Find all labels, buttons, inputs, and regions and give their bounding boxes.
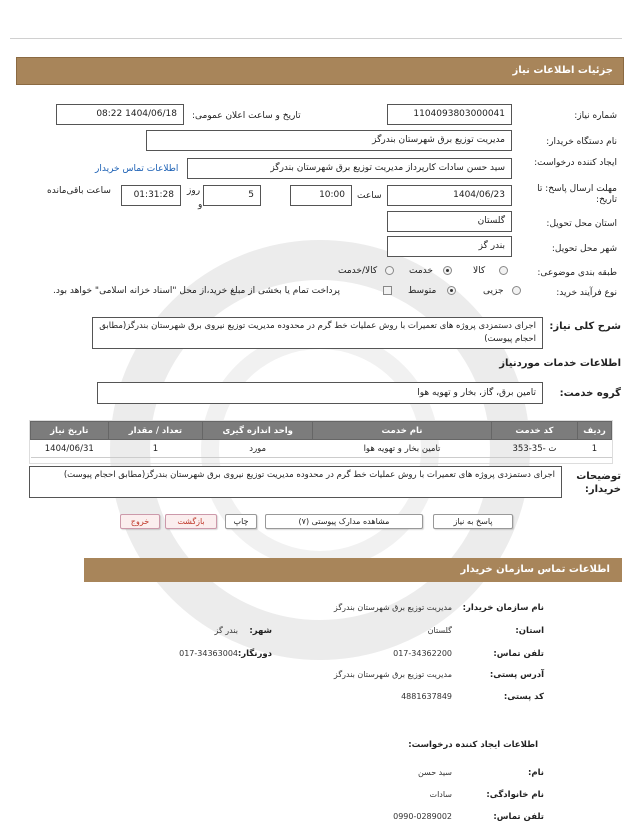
col-need-date: تاریخ نیاز <box>31 422 109 440</box>
col-row: ردیف <box>578 422 612 440</box>
buyer-notes-text: اجرای دستمزدی پروژه های تعمیرات با روش عملیات خط گرم در محدوده مدیریت توزیع نیروی برق شهرستان بندرگز(مطابق احجام پیوست) <box>29 466 562 498</box>
last-name-value: سادات <box>429 790 452 799</box>
category-radio-goods[interactable] <box>499 266 508 275</box>
top-divider <box>10 38 622 39</box>
city-field: بندر گز <box>387 236 512 257</box>
postal-value: 4881637849 <box>401 692 452 701</box>
items-table-wrap <box>29 420 613 464</box>
fax-value: 017-34363004 <box>179 649 238 658</box>
days-field: 5 <box>203 185 261 206</box>
category-option-goods-service: کالا/خدمت <box>338 266 378 276</box>
last-name-label: نام خانوادگی: <box>486 790 544 800</box>
province-contact-value: گلستان <box>427 626 452 635</box>
process-radio-minor[interactable] <box>512 286 521 295</box>
services-section-title: اطلاعات خدمات موردنیاز <box>499 358 621 369</box>
deadline-label: مهلت ارسال پاسخ: تا تاریخ: <box>537 184 617 205</box>
address-value: مدیریت توزیع برق شهرستان بندرگز <box>333 670 452 679</box>
phone-value: 017-34362200 <box>393 649 452 658</box>
summary-text: اجرای دستمزدی پروژه های تعمیرات با روش عملیات خط گرم در محدوده مدیریت توزیع نیروی برق شهرستان بندرگز(مطابق احجام پیوست) <box>92 317 543 349</box>
attachments-button[interactable]: مشاهده مدارک پیوستی (۷) <box>265 514 423 529</box>
cell-service-name: تامین بخار و تهویه هوا <box>313 440 492 458</box>
province-contact-label: استان: <box>515 626 544 636</box>
cell-need-date: 1404/06/31 <box>31 440 109 458</box>
need-number-field: 1104093803000041 <box>387 104 512 125</box>
creator-label: ایجاد کننده درخواست: <box>534 158 617 168</box>
creator-field: سید حسن سادات کارپرداز مدیریت توزیع برق شهرستان بندرگز <box>187 158 512 179</box>
table-row <box>31 440 612 458</box>
service-group-label: گروه خدمت: <box>559 388 621 399</box>
creator-phone-label: تلفن تماس: <box>493 812 544 822</box>
phone-label: تلفن تماس: <box>493 649 544 659</box>
print-button[interactable]: چاپ <box>225 514 257 529</box>
city-contact-label: شهر: <box>249 626 272 636</box>
time-label: ساعت <box>357 191 382 201</box>
address-label: آدرس پستی: <box>489 670 544 680</box>
deadline-time: 10:00 <box>290 185 352 206</box>
need-number-label: شماره نیاز: <box>574 111 617 121</box>
treasury-payment-checkbox[interactable] <box>383 286 392 295</box>
fax-label: دورنگار: <box>237 649 272 659</box>
org-label: نام سازمان خریدار: <box>462 603 544 613</box>
and-label: و <box>198 200 203 210</box>
announce-datetime: 1404/06/18 08:22 <box>56 104 184 125</box>
col-service-name: نام خدمت <box>313 422 492 440</box>
contact-section-header: اطلاعات تماس سازمان خریدار <box>84 558 622 582</box>
service-group-field: تامین برق، گاز، بخار و تهویه هوا <box>97 382 543 404</box>
exit-button[interactable]: خروج <box>120 514 160 529</box>
col-unit: واحد اندازه گیری <box>203 422 313 440</box>
buyer-notes-label: توضیحات خریدار: <box>576 471 621 495</box>
city-label: شهر محل تحویل: <box>551 244 617 254</box>
deadline-date: 1404/06/23 <box>387 185 512 206</box>
creator-phone-value: 0990-0289002 <box>393 812 452 821</box>
process-option-minor: جزیی <box>483 286 504 296</box>
cell-row: 1 <box>578 440 612 458</box>
announce-label: تاریخ و ساعت اعلان عمومی: <box>192 111 301 121</box>
process-label: نوع فرآیند خرید: <box>556 288 617 298</box>
days-label: روز <box>187 186 201 196</box>
creator-section-title: اطلاعات ایجاد کننده درخواست: <box>408 740 538 750</box>
buyer-label: نام دستگاه خریدار: <box>546 137 617 147</box>
cell-unit: مورد <box>203 440 313 458</box>
items-table <box>30 421 612 458</box>
page-header <box>16 57 624 85</box>
org-value: مدیریت توزیع برق شهرستان بندرگز <box>333 603 452 612</box>
category-radio-goods-service[interactable] <box>385 266 394 275</box>
cell-quantity: 1 <box>108 440 203 458</box>
first-name-value: سید حسن <box>417 768 452 777</box>
buyer-field: مدیریت توزیع برق شهرستان بندرگز <box>146 130 512 151</box>
back-button[interactable]: بازگشت <box>165 514 217 529</box>
postal-label: کد پستی: <box>503 692 544 702</box>
category-option-service: خدمت <box>409 266 433 276</box>
first-name-label: نام: <box>527 768 544 778</box>
table-header-row <box>31 422 612 440</box>
city-contact-value: بندر گز <box>214 626 238 635</box>
buyer-contact-link[interactable]: اطلاعات تماس خریدار <box>95 164 179 174</box>
remaining-label: ساعت باقی‌مانده <box>47 186 111 196</box>
category-option-goods: کالا <box>473 266 486 276</box>
col-service-code: کد خدمت <box>491 422 577 440</box>
col-quantity: تعداد / مقدار <box>108 422 203 440</box>
process-option-medium: متوسط <box>408 286 437 296</box>
process-radio-medium[interactable] <box>447 286 456 295</box>
reply-button[interactable]: پاسخ به نیاز <box>433 514 513 529</box>
province-label: استان محل تحویل: <box>546 219 617 229</box>
payment-note: پرداخت تمام یا بخشی از مبلغ خرید،از محل "اسناد خزانه اسلامی" خواهد بود. <box>53 286 341 296</box>
category-radio-service[interactable] <box>443 266 452 275</box>
summary-label: شرح کلی نیاز: <box>549 321 621 332</box>
cell-service-code: ت -35-353 <box>491 440 577 458</box>
remaining-time: 01:31:28 <box>121 185 181 206</box>
category-label: طبقه بندی موضوعی: <box>537 268 617 278</box>
province-field: گلستان <box>387 211 512 232</box>
page-title: جزئیات اطلاعات نیاز <box>512 65 613 76</box>
